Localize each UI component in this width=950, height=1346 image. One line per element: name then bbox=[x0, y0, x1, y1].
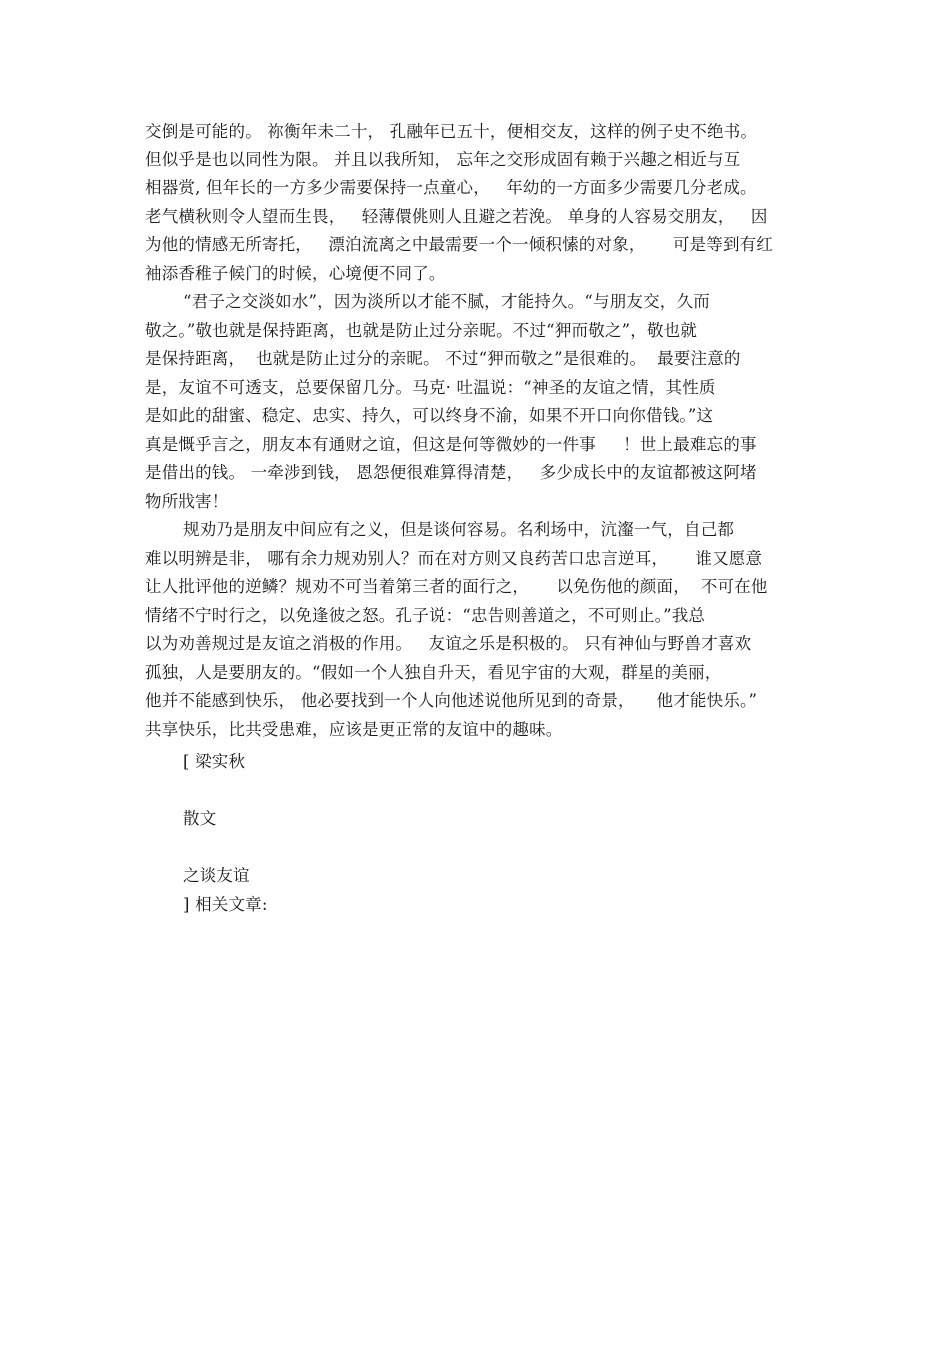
paragraph-start-line: “君子之交淡如水”，因为淡所以才能不腻，才能持久。“与朋友交，久而 bbox=[183, 292, 710, 311]
text-line: 物所戕害！ bbox=[145, 492, 229, 511]
text-line: 情绪不宁时行之，以免逢彼之怒。孔子说：“忠告则善道之，不可则止。”我总 bbox=[145, 606, 706, 625]
text-line: 共享快乐，比共受患难，应该是更正常的友谊中的趣味。 bbox=[145, 720, 563, 739]
text-line: 是如此的甜蜜、稳定、忠实、持久，可以终身不渝，如果不开口向你借钱。”这 bbox=[145, 406, 714, 425]
text-line: 为他的情感无所寄托， 漂泊流离之中最需要一个一倾积愫的对象， 可是等到有红 bbox=[145, 235, 774, 254]
text-line: 他并不能感到快乐， 他必要找到一个人向他述说他所见到的奇景， 他才能快乐。” bbox=[145, 691, 758, 710]
text-line: 敬之。”敬也就是保持距离，也就是防止过分亲昵。不过“狎而敬之”，敬也就 bbox=[145, 321, 698, 340]
text-line: 相器赏, 但年长的一方多少需要保持一点童心， 年幼的一方面多少需要几分老成。 bbox=[145, 178, 757, 197]
text-line: 孤独，人是要朋友的。“假如一个人独自升天，看见宇宙的大观，群星的美丽， bbox=[145, 663, 722, 682]
text-line: 是保持距离， 也就是防止过分的亲昵。 不过“狎而敬之”是很难的。 最要注意的 bbox=[145, 349, 741, 368]
source-middle: 散文 bbox=[183, 809, 217, 828]
text-line: 难以明辨是非， 哪有余力规劝别人？而在对方则又良药苦口忠言逆耳， 谁又愿意 bbox=[145, 549, 763, 568]
text-line: 但似乎是也以同性为限。 并且以我所知， 忘年之交形成固有赖于兴趣之相近与互 bbox=[145, 150, 741, 169]
related-articles-label: ] 相关文章: bbox=[183, 895, 268, 914]
text-line: 让人批评他的逆鳞？规劝不可当着第三者的面行之， 以免伤他的颜面， 不可在他 bbox=[145, 577, 768, 596]
paragraph-start-line: 规劝乃是朋友中间应有之义，但是谈何容易。名利场中，沆瀣一气，自己都 bbox=[183, 520, 735, 539]
text-line: 袖添香稚子候门的时候，心境便不同了。 bbox=[145, 264, 446, 283]
text-line: 以为劝善规过是友谊之消极的作用。 友谊之乐是积极的。 只有神仙与野兽才喜欢 bbox=[145, 634, 752, 653]
text-line: 是，友谊不可透支，总要保留几分。马克· 吐温说：“神圣的友谊之情，其性质 bbox=[145, 378, 716, 397]
text-line: 是借出的钱。 一牵涉到钱， 恩怨便很难算得清楚， 多少成长中的友谊都被这阿堵 bbox=[145, 463, 757, 482]
text-line: 老气横秋则令人望而生畏， 轻薄儇佻则人且避之若浼。 单身的人容易交朋友， 因 bbox=[145, 207, 768, 226]
text-line: 交倒是可能的。 祢衡年未二十， 孔融年已五十，便相交友，这样的例子史不绝书。 bbox=[145, 122, 758, 141]
text-line: 真是慨乎言之，朋友本有通财之谊，但这是何等微妙的一件事 ！世上最难忘的事 bbox=[145, 435, 757, 454]
source-open: [ 梁实秋 bbox=[183, 752, 246, 771]
source-close: 之谈友谊 bbox=[183, 866, 250, 885]
